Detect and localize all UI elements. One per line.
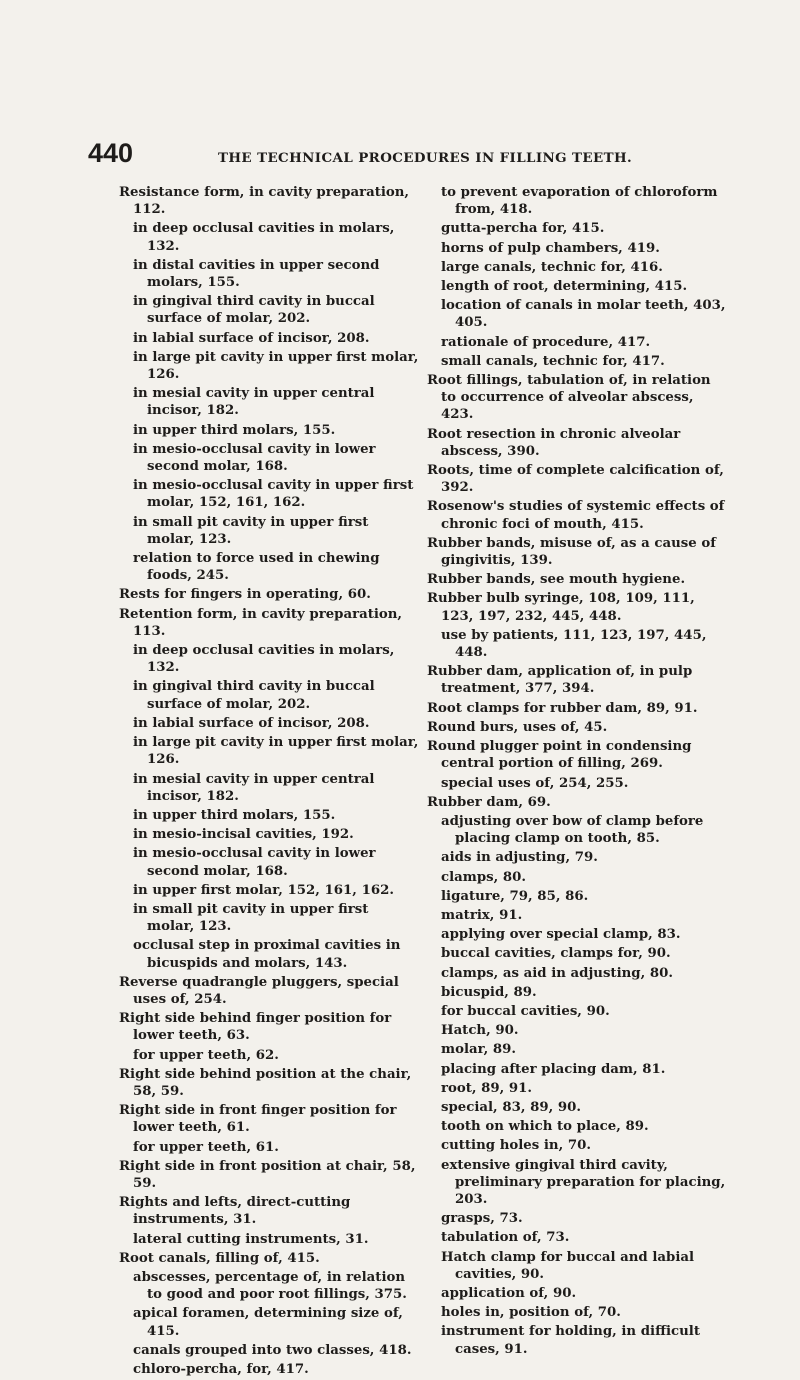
index-entry: Rosenow's studies of systemic effects of chronic foci of mouth, 415. (427, 499, 725, 532)
index-entry: application of, 90. (441, 1285, 577, 1301)
index-entry: Resistance form, in cavity preparation, 112. (119, 185, 410, 218)
index-entry: gutta-percha for, 415. (441, 221, 605, 237)
index-entry: apical foramen, determining size of, 415. (133, 1306, 403, 1339)
index-entry: in large pit cavity in upper first molar, 126. (133, 349, 419, 383)
index-entry: in mesial cavity in upper central incisor, 182. (133, 386, 375, 419)
index-entry: adjusting over bow of clamp before placing clamp on tooth, 85. (441, 813, 704, 847)
index-entry: Reverse quadrangle pluggers, special uses of, 254. (119, 974, 399, 1007)
index-entry: in upper first molar, 152, 161, 162. (133, 882, 394, 898)
index-entry: grasps, 73. (441, 1211, 523, 1227)
index-entry: use by patients, 111, 123, 197, 445, 448. (441, 627, 707, 661)
index-entry: in labial surface of incisor, 208. (133, 330, 370, 346)
index-entry: in gingival third cavity in buccal surface of molar, 202. (133, 679, 375, 712)
index-entry: in large pit cavity in upper first molar, 126. (133, 735, 419, 768)
index-entry: Root canals, filling of, 415. (119, 1250, 320, 1266)
running-title: THE TECHNICAL PROCEDURES IN FILLING TEETH. (218, 150, 633, 166)
index-entry: abscesses, percentage of, in relation to good and poor root fillings, 375. (133, 1269, 407, 1303)
index-entry: Root resection in chronic alveolar abscess, 390. (427, 426, 681, 459)
index-entry: in deep occlusal cavities in molars, 132. (133, 643, 395, 676)
index-entry: chloro-percha, for, 417. (133, 1362, 309, 1377)
index-entry: root, 89, 91. (441, 1080, 533, 1096)
index-entry: Right side in front finger position for lower teeth, 61. (119, 1103, 397, 1136)
index-entry: horns of pulp chambers, 419. (441, 240, 660, 256)
index-entry: in mesial cavity in upper central incisor, 182. (133, 771, 375, 804)
index-entry: holes in, position of, 70. (441, 1305, 621, 1321)
index-entry: for buccal cavities, 90. (441, 1003, 610, 1019)
index-entry: in gingival third cavity in buccal surface of molar, 202. (133, 294, 375, 327)
index-entry: Rubber bands, misuse of, as a cause of gingivitis, 139. (427, 535, 716, 569)
index-entry: Rubber dam, 69. (427, 794, 551, 810)
page-header (88, 138, 728, 168)
index-entry: large canals, technic for, 416. (441, 259, 663, 275)
index-entry: Rubber bands, see mouth hygiene. (427, 572, 686, 588)
index-entry: aids in adjusting, 79. (441, 850, 598, 866)
index-entry: length of root, determining, 415. (441, 279, 688, 295)
index-entry: in upper third molars, 155. (133, 422, 336, 438)
index-column-right (427, 184, 727, 1360)
index-entry: lateral cutting instruments, 31. (133, 1231, 369, 1247)
index-entry: occlusal step in proximal cavities in bicuspids and molars, 143. (133, 938, 401, 971)
index-entry: relation to force used in chewing foods, 245. (133, 551, 380, 584)
index-entry: rationale of procedure, 417. (441, 334, 651, 350)
index-entry: placing after placing dam, 81. (441, 1061, 666, 1077)
index-entry: buccal cavities, clamps for, 90. (441, 946, 671, 962)
index-entry: extensive gingival third cavity, preliminary preparation for placing, 203. (441, 1157, 726, 1207)
page-number: 440 (88, 138, 134, 168)
index-entry: special uses of, 254, 255. (441, 775, 629, 791)
index-entry: in small pit cavity in upper first molar, 123. (133, 514, 369, 547)
index-entry: for upper teeth, 62. (133, 1047, 279, 1063)
index-entry: clamps, 80. (441, 869, 527, 885)
index-entry: in distal cavities in upper second molars, 155. (133, 257, 380, 291)
index-entry: in mesio-occlusal cavity in lower second molar, 168. (133, 441, 376, 475)
index-entry: Hatch, 90. (441, 1023, 519, 1039)
index-entry: cutting holes in, 70. (441, 1138, 591, 1154)
index-entry: for upper teeth, 61. (133, 1139, 279, 1155)
index-entry: clamps, as aid in adjusting, 80. (441, 965, 673, 981)
index-entry: in mesio-occlusal cavity in lower second molar, 168. (133, 846, 376, 879)
index-entry: location of canals in molar teeth, 403, 405. (441, 298, 726, 331)
index-entry: in deep occlusal cavities in molars, 132. (133, 221, 395, 254)
index-entry: tooth on which to place, 89. (441, 1119, 649, 1135)
index-entry: in labial surface of incisor, 208. (133, 715, 370, 731)
index-entry: tabulation of, 73. (441, 1230, 570, 1246)
index-entry: Root fillings, tabulation of, in relation to occurrence of alveolar abscess, 423. (427, 373, 711, 423)
index-entry: Rights and lefts, direct-cutting instruments, 31. (119, 1195, 351, 1228)
index-entry: molar, 89. (441, 1042, 517, 1058)
index-entry: small canals, technic for, 417. (441, 353, 665, 369)
index-entry: Round burs, uses of, 45. (427, 719, 608, 735)
index-entry: Rubber dam, application of, in pulp treatment, 377, 394. (427, 664, 693, 697)
index-entry: to prevent evaporation of chloroform from, 418. (441, 185, 718, 218)
index-entry: in mesio-occlusal cavity in upper first molar, 152, 161, 162. (133, 478, 414, 511)
index-entry: ligature, 79, 85, 86. (441, 888, 589, 904)
index-entry: instrument for holding, in difficult cases, 91. (441, 1324, 700, 1357)
index-entry: Hatch clamp for buccal and labial cavities, 90. (441, 1249, 695, 1282)
index-entry: Retention form, in cavity preparation, 113. (119, 606, 403, 639)
index-entry: in mesio-incisal cavities, 192. (133, 827, 354, 843)
index-entry: Roots, time of complete calcification of, 392. (427, 463, 724, 496)
index-entry: Root clamps for rubber dam, 89, 91. (427, 700, 698, 716)
index-entry: Rests for fingers in operating, 60. (119, 587, 371, 603)
index-entry: matrix, 91. (441, 907, 523, 923)
index-entry: in small pit cavity in upper first molar, 123. (133, 901, 369, 935)
index-entry: special, 83, 89, 90. (441, 1099, 581, 1115)
index-column-left (119, 184, 419, 1380)
index-entry: Right side behind position at the chair, 58, 59. (119, 1066, 412, 1099)
index-entry: Round plugger point in condensing central portion of filling, 269. (427, 739, 692, 772)
index-entry: canals grouped into two classes, 418. (133, 1342, 412, 1358)
index-entry: Right side in front position at chair, 58, 59. (119, 1158, 416, 1191)
index-entry: Right side behind finger position for lower teeth, 63. (119, 1011, 392, 1044)
index-entry: bicuspid, 89. (441, 984, 537, 1000)
index-entry: applying over special clamp, 83. (441, 927, 681, 943)
index-entry: in upper third molars, 155. (133, 807, 336, 823)
index-entry: Rubber bulb syringe, 108, 109, 111, 123, 197, 232, 445, 448. (427, 591, 695, 624)
